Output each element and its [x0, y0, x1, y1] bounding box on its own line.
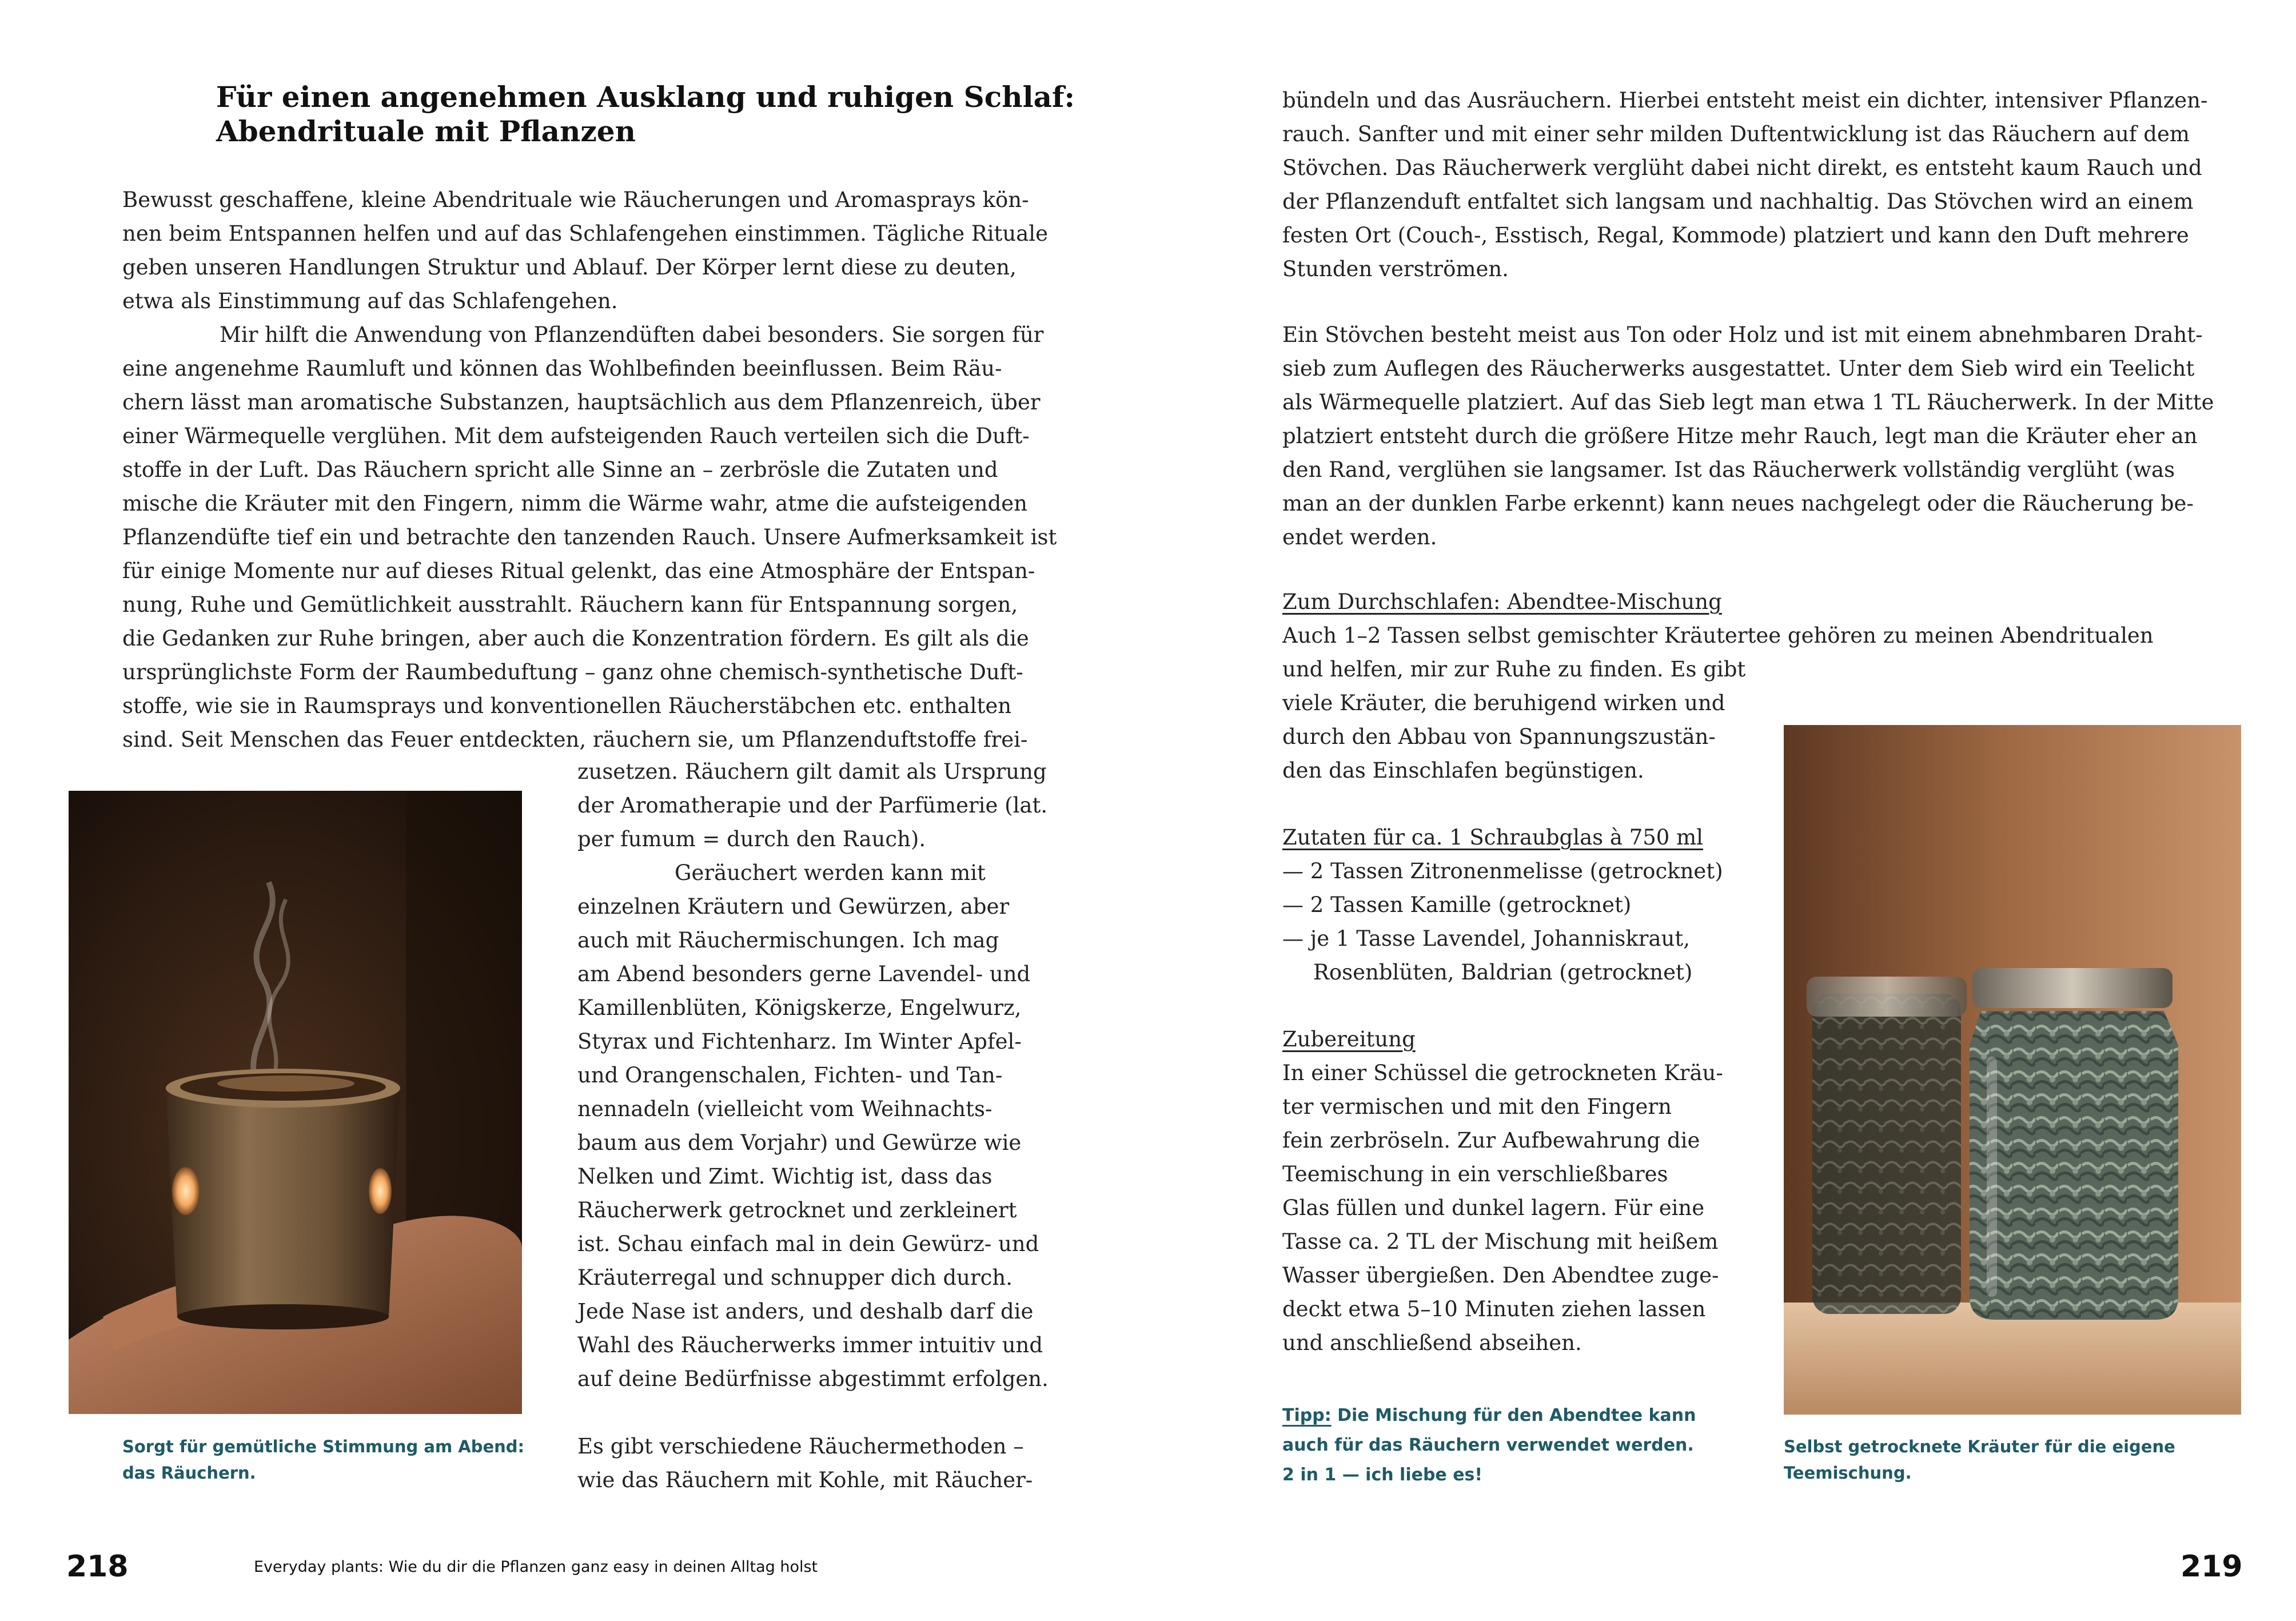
- herb-jars-photo: [1784, 725, 2241, 1415]
- paragraph-line: durch den Abbau von Spannungszustän-: [1282, 724, 1716, 749]
- paragraph-line: die Gedanken zur Ruhe bringen, aber auch die Konzentration fördern. Es gilt als die: [122, 626, 1029, 651]
- paragraph-line: Ein Stövchen besteht meist aus Ton oder Holz und ist mit einem abnehmbaren Draht-: [1282, 322, 2203, 347]
- paragraph-line: einzelnen Kräutern und Gewürzen, aber: [577, 894, 1010, 919]
- paragraph-line: wie das Räuchern mit Kohle, mit Räucher-: [577, 1468, 1033, 1492]
- paragraph-line: chern lässt man aromatische Substanzen, hauptsächlich aus dem Pflanzenreich, über: [122, 390, 1041, 415]
- preparation-line: Wasser übergießen. Den Abendtee zuge-: [1282, 1263, 1719, 1288]
- photo-caption: [1784, 1433, 2241, 1486]
- paragraph-line: auf deine Bedürfnisse abgestimmt erfolgen.: [577, 1367, 1049, 1391]
- paragraph-line: nennadeln (vielleicht vom Weihnachts-: [577, 1097, 992, 1121]
- paragraph-line: Räucherwerk getrocknet und zerkleinert: [577, 1198, 1017, 1222]
- paragraph-line: endet werden.: [1282, 525, 1437, 549]
- paragraph-line: einer Wärmequelle verglühen. Mit dem aufsteigenden Rauch verteilen sich die Duft-: [122, 424, 1030, 448]
- paragraph-line: Mir hilft die Anwendung von Pflanzendüften dabei besonders. Sie sorgen für: [220, 322, 1044, 347]
- paragraph-line: Geräuchert werden kann mit: [675, 861, 986, 885]
- caption-line: Teemischung.: [1784, 1463, 1912, 1483]
- paragraph-line: Es gibt verschiedene Räuchermethoden –: [577, 1434, 1024, 1459]
- ingredient-item: — je 1 Tasse Lavendel, Johanniskraut,: [1282, 926, 1690, 951]
- paragraph-line: als Wärmequelle platziert. Auf das Sieb legt man etwa 1 TL Räucherwerk. In der Mitte: [1282, 390, 2214, 415]
- paragraph-line: Wahl des Räucherwerks immer intuitiv und: [577, 1333, 1043, 1357]
- tea-section-heading: [1282, 585, 2203, 652]
- page-number: 218: [66, 1550, 129, 1584]
- paragraph-line: den Rand, verglühen sie langsamer. Ist das Räucherwerk vollständig verglüht (was: [1282, 457, 2175, 482]
- paragraph-line: sind. Seit Menschen das Feuer entdeckten, räuchern sie, um Pflanzenduftstoffe frei-: [122, 727, 1028, 752]
- paragraph-smoke-methods: [1282, 83, 2208, 286]
- paragraph-line: Jede Nase ist anders, und deshalb darf die: [577, 1299, 1034, 1324]
- paragraph-line: stoffe in der Luft. Das Räuchern spricht alle Sinne an – zerbrösle die Zutaten und: [122, 457, 998, 482]
- paragraph-line: Styrax und Fichtenharz. Im Winter Apfel-: [577, 1029, 1022, 1054]
- narrow-column-text: [577, 755, 1049, 1497]
- paragraph-line: sieb zum Auflegen des Räucherwerks ausgestattet. Unter dem Sieb wird ein Teelicht: [1282, 356, 2195, 381]
- paragraph-line: festen Ort (Couch-, Esstisch, Regal, Kommode) platziert und kann den Duft mehrere: [1282, 223, 2189, 248]
- paragraph-line: stoffe, wie sie in Raumsprays und konventionellen Räucherstäbchen etc. enthalten: [122, 694, 1012, 718]
- preparation-line: Teemischung in ein verschließbares: [1282, 1162, 1668, 1186]
- preparation-text: [1282, 1056, 1751, 1360]
- paragraph-line: für einige Momente nur auf dieses Ritual gelenkt, das eine Atmosphäre der Entspan-: [122, 559, 1035, 583]
- paragraph-line: Nelken und Zimt. Wichtig ist, dass das: [577, 1164, 992, 1189]
- caption-line: das Räuchern.: [122, 1463, 256, 1483]
- preparation-line: Glas füllen und dunkel lagern. Für eine: [1282, 1196, 1705, 1220]
- tip-label: Tipp:: [1282, 1405, 1332, 1425]
- ingredients-block: [1282, 821, 1774, 989]
- preparation-line: und anschließend abseihen.: [1282, 1331, 1582, 1355]
- ingredients-heading: Zutaten für ca. 1 Schraubglas à 750 ml: [1282, 825, 1704, 850]
- paragraph-line: baum aus dem Vorjahr) und Gewürze wie: [577, 1130, 1022, 1155]
- caption-line: Sorgt für gemütliche Stimmung am Abend:: [122, 1437, 525, 1456]
- paragraph-line: Pflanzendüfte tief ein und betrachte den tanzenden Rauch. Unsere Aufmerksamkeit ist: [122, 525, 1057, 549]
- tip-text: 2 in 1 — ich liebe es!: [1282, 1465, 1483, 1485]
- ingredient-item: — 2 Tassen Zitronenmelisse (getrocknet): [1282, 859, 1723, 883]
- paragraph-line: Stövchen. Das Räucherwerk verglüht dabei nicht direkt, es entsteht kaum Rauch und: [1282, 156, 2202, 180]
- ingredients-list: [1282, 854, 1774, 989]
- paragraph-line: viele Kräuter, die beruhigend wirken und: [1282, 691, 1725, 715]
- page-number: 219: [2181, 1550, 2243, 1584]
- paragraph-line: zusetzen. Räuchern gilt damit als Ursprung: [577, 759, 1047, 784]
- tip-box: [1282, 1401, 1751, 1490]
- subheading: Zum Durchschlafen: Abendtee-Mischung: [1282, 590, 1722, 614]
- paragraph-line: mische die Kräuter mit den Fingern, nimm die Wärme wahr, atme die aufsteigenden: [122, 491, 1028, 516]
- intro-paragraphs: [122, 183, 1057, 756]
- paragraph-line: per fumum = durch den Rauch).: [577, 827, 926, 851]
- paragraph-line: Kamillenblüten, Königskerze, Engelwurz,: [577, 995, 1022, 1020]
- tip-text: Die Mischung für den Abendtee kann: [1331, 1405, 1696, 1425]
- running-footer: Everyday plants: Wie du dir die Pflanzen ganz easy in deinen Alltag holst: [254, 1558, 818, 1576]
- paragraph-stoevchen: [1282, 318, 2214, 554]
- tea-intro-line: Auch 1–2 Tassen selbst gemischter Kräutertee gehören zu meinen Abendritualen: [1282, 623, 2154, 648]
- preparation-heading: Zubereitung: [1282, 1027, 1416, 1052]
- ingredient-item: Rosenblüten, Baldrian (getrocknet): [1313, 960, 1693, 985]
- paragraph-line: platziert entsteht durch die größere Hitze mehr Rauch, legt man die Kräuter eher an: [1282, 424, 2198, 448]
- paragraph-line: am Abend besonders gerne Lavendel- und: [577, 962, 1031, 986]
- article-heading: [216, 80, 1075, 149]
- paragraph-line: ist. Schau einfach mal in dein Gewürz- und: [577, 1232, 1039, 1256]
- paragraph-line: auch mit Räuchermischungen. Ich mag: [577, 928, 999, 953]
- preparation-line: fein zerbröseln. Zur Aufbewahrung die: [1282, 1128, 1700, 1153]
- preparation-line: In einer Schüssel die getrockneten Kräu-: [1282, 1061, 1723, 1085]
- paragraph-line: Stunden verströmen.: [1282, 257, 1509, 281]
- paragraph-line: und helfen, mir zur Ruhe zu finden. Es gibt: [1282, 657, 1746, 682]
- preparation-line: deckt etwa 5–10 Minuten ziehen lassen: [1282, 1297, 1706, 1321]
- paragraph-line: nung, Ruhe und Gemütlichkeit ausstrahlt. Räuchern kann für Entspannung sorgen,: [122, 592, 1018, 617]
- photo-caption: [122, 1433, 534, 1486]
- paragraph-line: geben unseren Handlungen Struktur und Ablauf. Der Körper lernt diese zu deuten,: [122, 255, 1017, 280]
- ingredient-item: — 2 Tassen Kamille (getrocknet): [1282, 893, 1632, 917]
- right-page: [1148, 0, 2296, 1621]
- incense-burner-photo: [69, 791, 522, 1414]
- caption-line: Selbst getrocknete Kräuter für die eigene: [1784, 1437, 2175, 1456]
- paragraph-line: ursprünglichste Form der Raumbeduftung – ganz ohne chemisch-synthetische Duft-: [122, 660, 1023, 684]
- paragraph-line: nen beim Entspannen helfen und auf das Schlafengehen einstimmen. Tägliche Rituale: [122, 221, 1049, 246]
- paragraph-line: bündeln und das Ausräuchern. Hierbei entsteht meist ein dichter, intensiver Pflanzen-: [1282, 88, 2208, 113]
- paragraph-line: der Aromatherapie und der Parfümerie (lat.: [577, 793, 1048, 818]
- preparation-line: Tasse ca. 2 TL der Mischung mit heißem: [1282, 1229, 1719, 1254]
- paragraph-line: eine angenehme Raumluft und können das Wohlbefinden beeinflussen. Beim Räu-: [122, 356, 1002, 381]
- paragraph-line: man an der dunklen Farbe erkennt) kann neues nachgelegt oder die Räucherung be-: [1282, 491, 2194, 516]
- heading-line: Für einen angenehmen Ausklang und ruhigen Schlaf:: [216, 80, 1075, 114]
- tea-intro-paragraph: [1282, 652, 1745, 787]
- paragraph-line: den das Einschlafen begünstigen.: [1282, 758, 1644, 783]
- preparation-block: [1282, 1022, 1751, 1360]
- paragraph-line: rauch. Sanfter und mit einer sehr milden Duftentwicklung ist das Räuchern auf dem: [1282, 122, 2190, 146]
- paragraph-line: [577, 1396, 1041, 1429]
- tip-text: auch für das Räuchern verwendet werden.: [1282, 1435, 1694, 1455]
- paragraph-line: etwa als Einstimmung auf das Schlafengehen.: [122, 289, 618, 313]
- preparation-line: ter vermischen und mit den Fingern: [1282, 1094, 1672, 1119]
- paragraph-line: und Orangenschalen, Fichten- und Tan-: [577, 1063, 1003, 1088]
- paragraph-line: der Pflanzenduft entfaltet sich langsam und nachhaltig. Das Stövchen wird an einem: [1282, 189, 2194, 214]
- paragraph-line: Bewusst geschaffene, kleine Abendrituale wie Räucherungen und Aromasprays kön-: [122, 188, 1029, 212]
- paragraph-line: Kräuterregal und schnupper dich durch.: [577, 1265, 1013, 1290]
- heading-line: Abendrituale mit Pflanzen: [216, 114, 636, 148]
